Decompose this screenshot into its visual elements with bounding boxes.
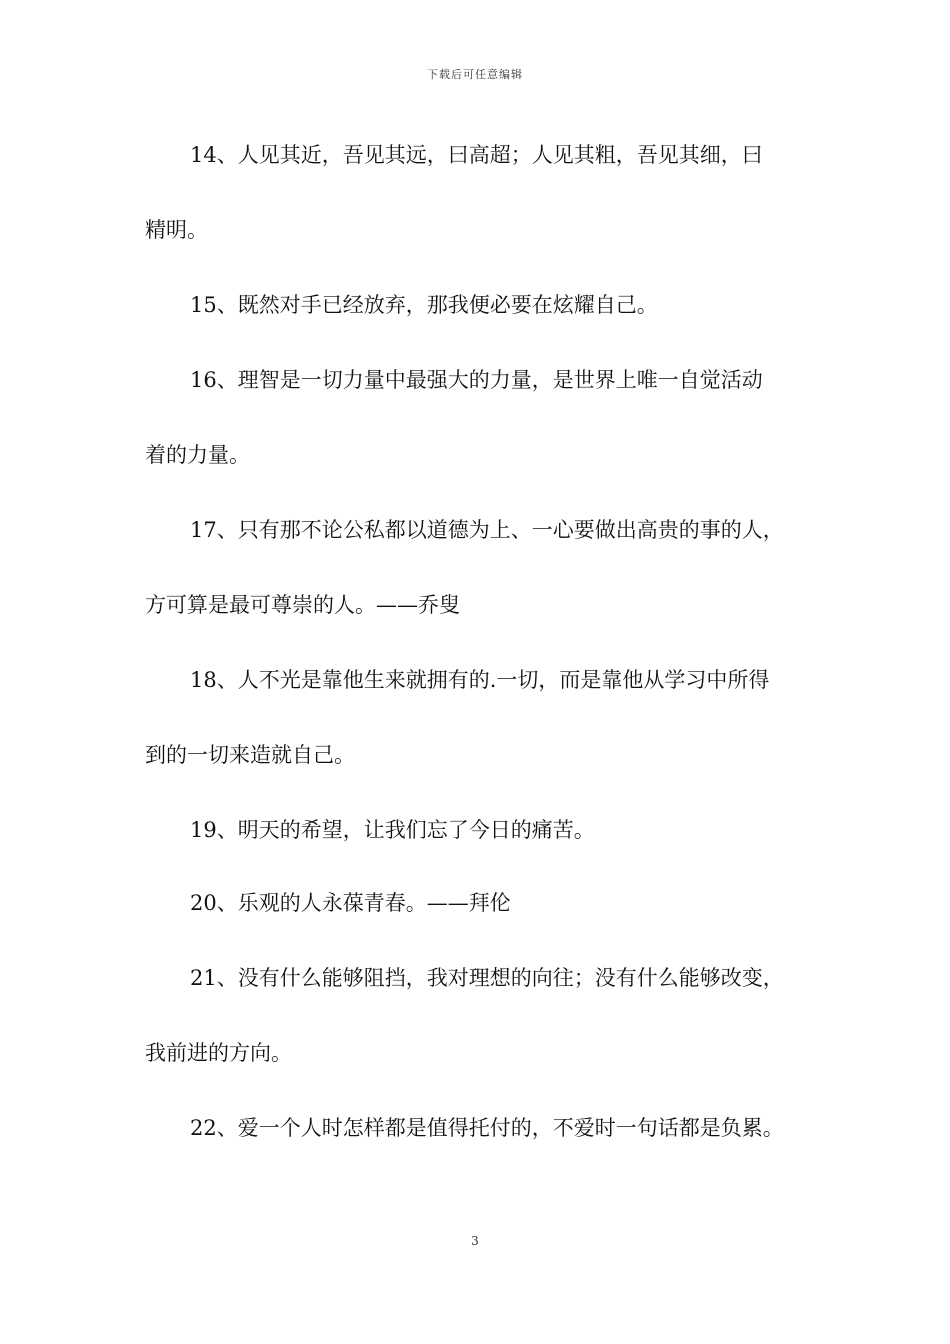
- text-line: 16、理智是一切力量中最强大的力量，是世界上唯一自觉活动: [190, 368, 763, 392]
- text-line: 20、乐观的人永葆青春。——拜伦: [190, 891, 511, 915]
- page-number: 3: [471, 1234, 479, 1248]
- text-line: 19、明天的希望，让我们忘了今日的痛苦。: [190, 818, 595, 842]
- text-line: 14、人见其近，吾见其远，曰高超；人见其粗，吾见其细，曰: [190, 143, 763, 167]
- text-line: 我前进的方向。: [145, 1041, 292, 1065]
- text-line: 21、没有什么能够阻挡，我对理想的向往；没有什么能够改变，: [190, 966, 784, 990]
- text-line: 精明。: [145, 218, 208, 242]
- text-line: 17、只有那不论公私都以道德为上、一心要做出高贵的事的人，: [190, 518, 784, 542]
- text-line: 15、既然对手已经放弃，那我便必要在炫耀自己。: [190, 293, 658, 317]
- text-line: 到的一切来造就自己。: [145, 743, 355, 767]
- text-line: 18、人不光是靠他生来就拥有的.一切，而是靠他从学习中所得: [190, 668, 770, 692]
- text-line: 着的力量。: [145, 443, 250, 467]
- text-line: 方可算是最可尊崇的人。——乔叟: [145, 593, 460, 617]
- text-line: 22、爱一个人时怎样都是值得托付的，不爱时一句话都是负累。: [190, 1116, 784, 1140]
- page-header: 下载后可任意编辑: [427, 68, 523, 81]
